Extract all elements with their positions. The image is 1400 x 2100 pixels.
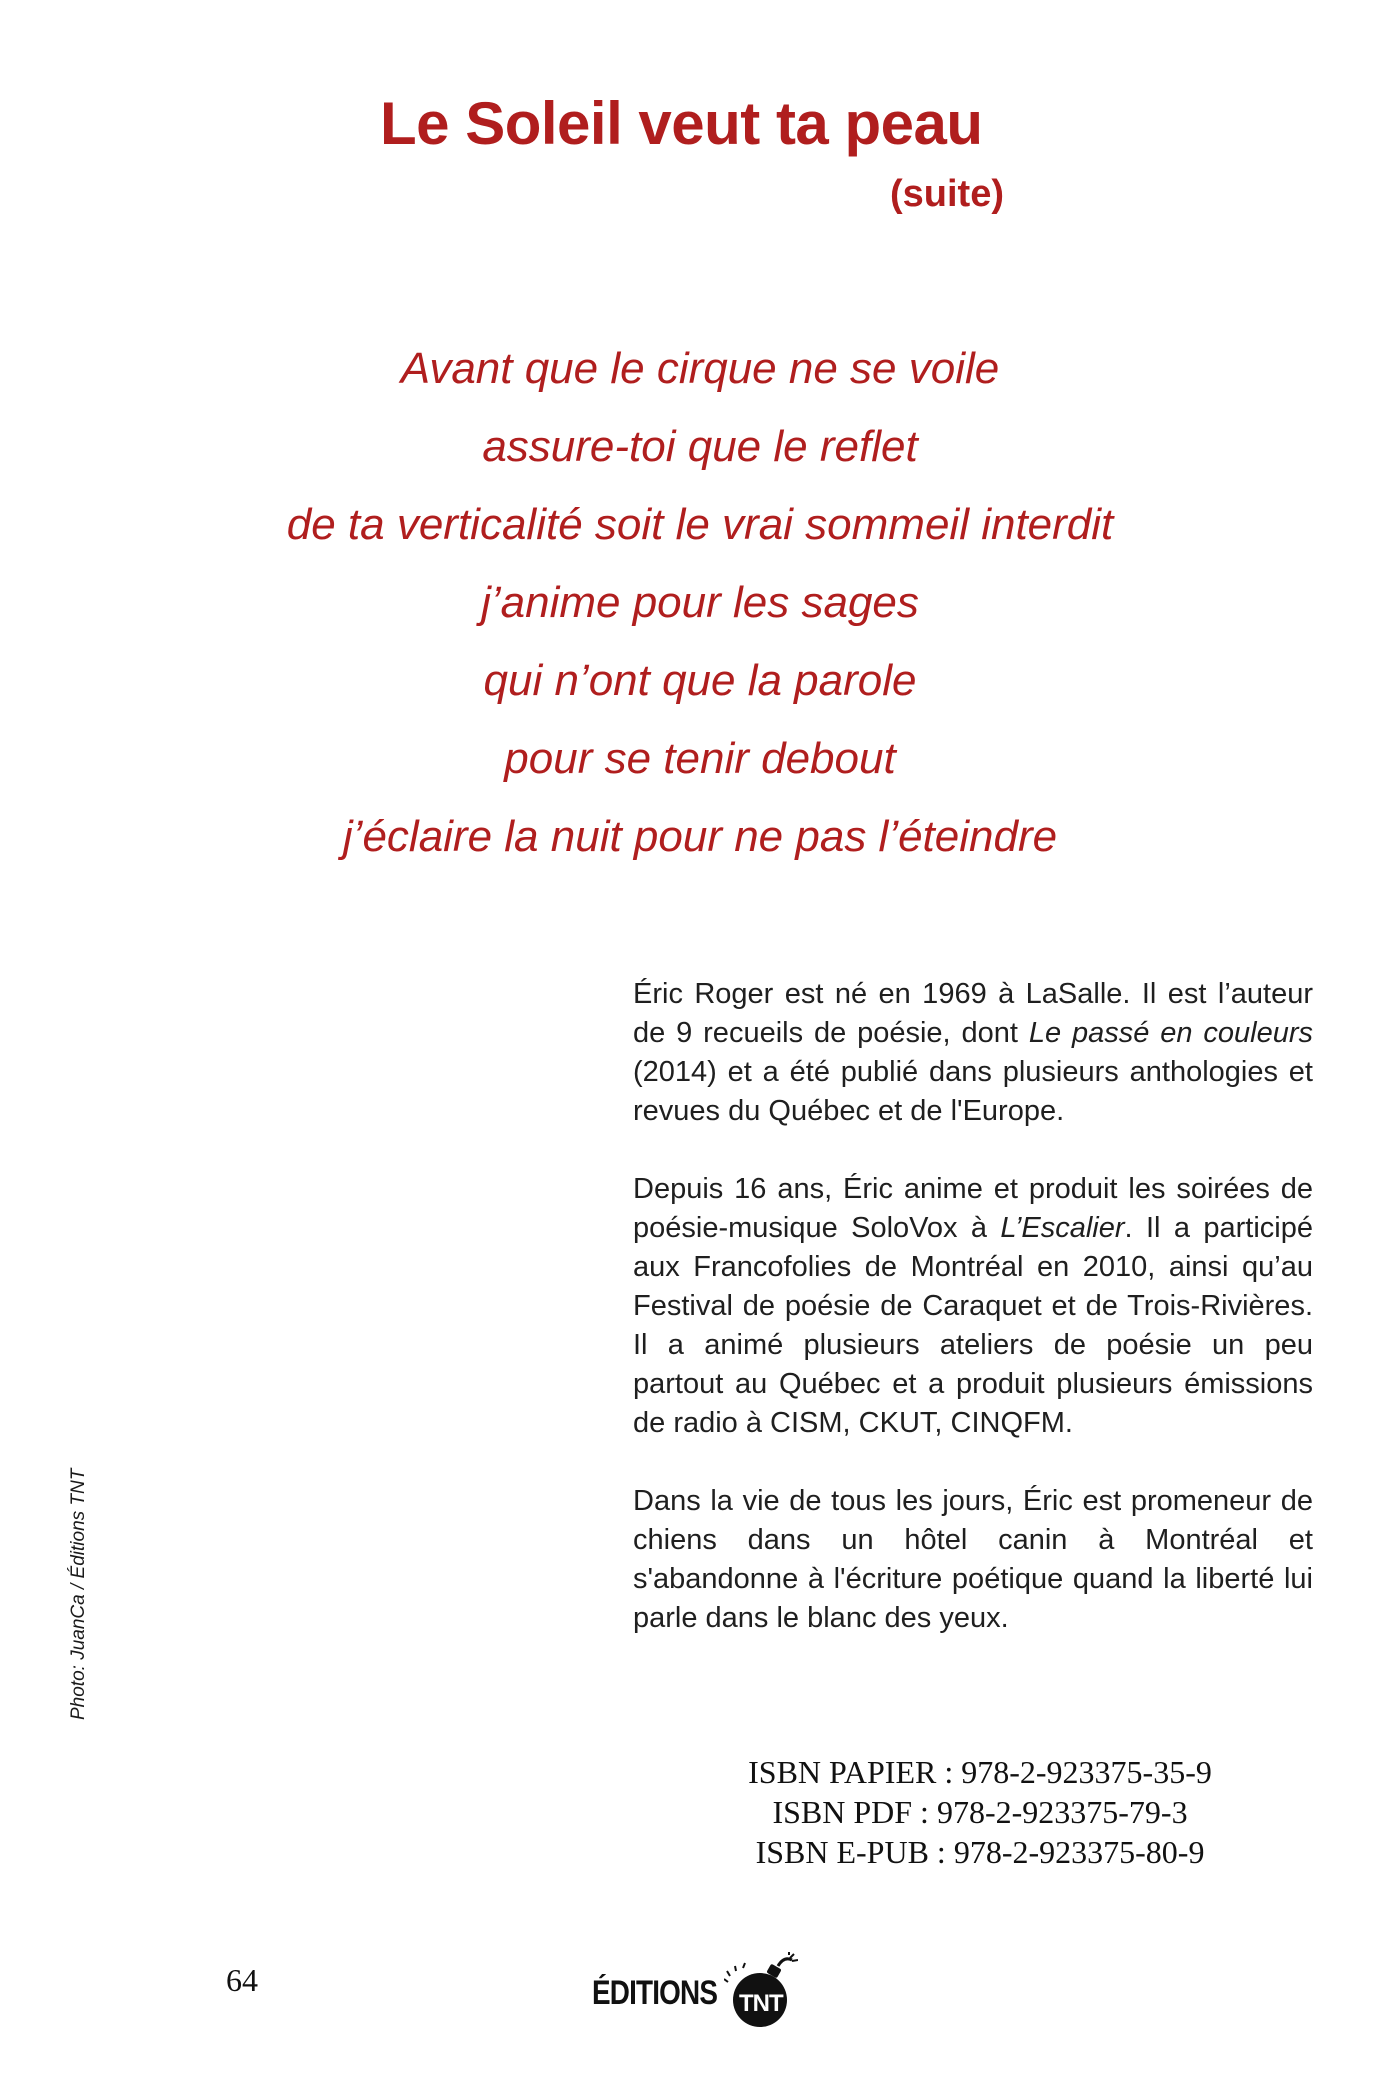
isbn-pdf: ISBN PDF : 978-2-923375-79-3 — [772, 1794, 1188, 1830]
page-title: Le Soleil veut ta peau — [380, 90, 983, 157]
author-bio — [633, 975, 1313, 1638]
publisher-logo-text: ÉDITIONS — [592, 1974, 718, 2012]
bio-text: Depuis 16 ans, Éric anime et produit les soirées de poésie-musique SoloVox à — [633, 1173, 1313, 1244]
title-block — [380, 88, 1020, 160]
venue-name: L’Escalier — [1000, 1212, 1125, 1244]
isbn-paper: ISBN PAPIER : 978-2-923375-35-9 — [748, 1754, 1212, 1790]
book-title: Le passé en couleurs — [1028, 1017, 1313, 1049]
poem-line: j’éclaire la nuit pour ne pas l’éteindre — [342, 812, 1058, 861]
poem-line: Avant que le cirque ne se voile — [400, 344, 1000, 393]
isbn-epub: ISBN E-PUB : 978-2-923375-80-9 — [755, 1834, 1205, 1870]
poem-line: j’anime pour les sages — [481, 578, 919, 627]
bio-text: . Il a participé aux Francofolies de Montréal en 2010, ainsi qu’au Festival de poésie de Caraquet et de Trois-Rivières. Il a animé plusieurs ateliers de poésie un peu partout au Québec et a produit plusieurs émissions de radio à CISM, CKUT, CINQFM. — [633, 1212, 1313, 1439]
page-number: 64 — [226, 1962, 258, 1998]
bio-paragraph — [633, 975, 1313, 1131]
poem-line: pour se tenir debout — [504, 734, 896, 783]
poem — [150, 330, 1250, 876]
photo-credit: Photo: JuanCa / Éditions TNT — [68, 1468, 89, 1720]
page-subtitle: (suite) — [890, 173, 1004, 215]
bio-paragraph: Dans la vie de tous les jours, Éric est promeneur de chiens dans un hôtel canin à Montréal et s'abandonne à l'écriture poétique quand la liberté lui parle dans le blanc des yeux. — [633, 1485, 1313, 1634]
poem-line: assure-toi que le reflet — [482, 422, 918, 471]
poem-line: de ta verticalité soit le vrai sommeil interdit — [286, 500, 1114, 549]
publisher-logo — [592, 1952, 812, 2032]
bio-text: (2014) et a été publié dans plusieurs anthologies et revues du Québec et de l'Europe. — [633, 1056, 1313, 1127]
bio-paragraph — [633, 1170, 1313, 1443]
poem-line: qui n’ont que la parole — [483, 656, 917, 705]
publisher-logo-bomb-text: TNT — [739, 1990, 783, 2017]
isbn-block — [660, 1752, 1300, 1872]
bio-text: Éric Roger est né en 1969 à LaSalle. Il est l’auteur de 9 recueils de poésie, dont — [633, 978, 1313, 1049]
